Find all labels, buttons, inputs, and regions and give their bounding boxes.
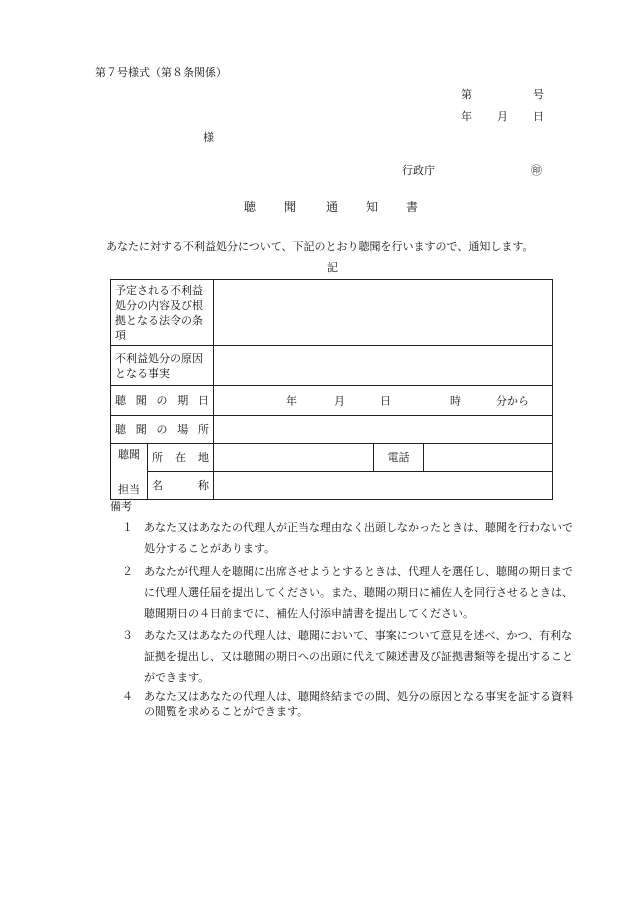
label-char: 所 bbox=[152, 451, 163, 464]
notes-title: 備考 bbox=[110, 500, 132, 513]
date-month: 月 bbox=[497, 110, 508, 123]
label-char: 聞 bbox=[135, 423, 147, 436]
note-item bbox=[106, 625, 574, 688]
label-char: の bbox=[156, 394, 168, 407]
date-year: 年 bbox=[461, 110, 472, 123]
note-item bbox=[106, 561, 574, 624]
hearing-minute: 分から bbox=[496, 394, 529, 407]
hearing-place-label-text bbox=[115, 422, 209, 437]
hearing-month: 月 bbox=[334, 394, 345, 407]
cause-facts-label: 不利益処分の原因となる事実 bbox=[111, 346, 214, 386]
note-number: １ bbox=[122, 521, 133, 534]
hearing-year: 年 bbox=[286, 394, 297, 407]
hearing-officer-label-bottom: 担当 bbox=[118, 482, 140, 496]
title-char: 聞 bbox=[284, 200, 297, 214]
title-char: 通 bbox=[326, 200, 339, 214]
title-char: 知 bbox=[366, 200, 379, 214]
table-row bbox=[111, 416, 553, 444]
note-number: ２ bbox=[122, 565, 133, 578]
note-text: あなた又はあなたの代理人が正当な理由なく出頭しなかったときは、聴聞を行わないで処分することがあります。 bbox=[144, 521, 573, 555]
hearing-day: 日 bbox=[380, 394, 391, 407]
hearing-place-label bbox=[111, 416, 214, 444]
phone-label: 電話 bbox=[374, 444, 424, 472]
label-char: 聴 bbox=[115, 394, 126, 407]
note-item bbox=[106, 517, 574, 559]
phone-value bbox=[424, 444, 553, 472]
doc-number-prefix: 第 bbox=[461, 88, 472, 101]
table-row bbox=[111, 346, 553, 386]
label-char: 期 bbox=[177, 394, 189, 407]
note-number: ３ bbox=[122, 629, 133, 642]
label-char: 在 bbox=[175, 451, 186, 464]
table-row bbox=[111, 386, 553, 416]
hearing-date-value bbox=[214, 386, 553, 416]
hearing-date-label-text bbox=[115, 393, 209, 408]
hearing-officer-label bbox=[111, 444, 148, 500]
label-char: 場 bbox=[177, 423, 189, 436]
label-char: 称 bbox=[198, 479, 209, 492]
planned-disposition-value bbox=[214, 280, 553, 346]
hearing-date-label bbox=[111, 386, 214, 416]
table-row bbox=[111, 444, 553, 472]
label-char: 聴 bbox=[115, 423, 126, 436]
address-value bbox=[214, 444, 374, 472]
issuing-agency: 行政庁 bbox=[402, 164, 435, 177]
name-value bbox=[214, 472, 553, 500]
address-label bbox=[148, 444, 214, 472]
form-number-title: 第７号様式（第８条関係） bbox=[95, 66, 227, 79]
cause-facts-value bbox=[214, 346, 553, 386]
seal-mark: ㊞ bbox=[531, 164, 542, 177]
title-char: 書 bbox=[406, 200, 419, 214]
note-text: あなたが代理人を聴聞に出席させようとするときは、代理人を選任し、聴聞の期日までに代理人選任届を提出してください。また、聴聞の期日に補佐人を同行させるときは、聴聞期日の４日前までに、補佐人付添申請書を提出してください。 bbox=[144, 565, 573, 620]
intro-text: あなたに対する不利益処分について、下記のとおり聴聞を行いますので、通知します。 bbox=[106, 240, 534, 253]
date-day: 日 bbox=[533, 110, 544, 123]
address-label-text bbox=[152, 450, 209, 465]
name-label bbox=[148, 472, 214, 500]
label-char: 日 bbox=[198, 394, 209, 407]
hearing-officer-label-top: 聴聞 bbox=[118, 447, 140, 461]
label-char: の bbox=[156, 423, 168, 436]
table-row bbox=[111, 280, 553, 346]
title-char: 聴 bbox=[244, 200, 257, 214]
planned-disposition-label: 予定される不利益処分の内容及び根拠となる法令の条項 bbox=[111, 280, 214, 346]
hearing-place-value bbox=[214, 416, 553, 444]
label-char: 地 bbox=[198, 451, 209, 464]
hearing-hour: 時 bbox=[450, 394, 461, 407]
hearing-details-table bbox=[110, 279, 553, 500]
label-char: 聞 bbox=[135, 394, 147, 407]
name-label-text bbox=[152, 478, 209, 493]
label-char: 所 bbox=[198, 423, 209, 436]
note-number: ４ bbox=[122, 690, 133, 703]
note-item bbox=[106, 689, 574, 719]
table-row bbox=[111, 472, 553, 500]
doc-number-suffix: 号 bbox=[533, 88, 544, 101]
note-text: あなた又はあなたの代理人は、聴聞において、事案について意見を述べ、かつ、有利な証拠を提出し、又は聴聞の期日への出頭に代えて陳述書及び証拠書類等を提出することができます。 bbox=[144, 629, 573, 684]
document-title bbox=[0, 198, 630, 214]
label-char: 名 bbox=[152, 479, 163, 492]
ki-heading: 記 bbox=[327, 261, 338, 274]
addressee-suffix: 様 bbox=[203, 131, 214, 144]
note-text: あなた又はあなたの代理人は、聴聞終結までの間、処分の原因となる事実を証する資料の閲覧を求めることができます。 bbox=[144, 690, 573, 718]
